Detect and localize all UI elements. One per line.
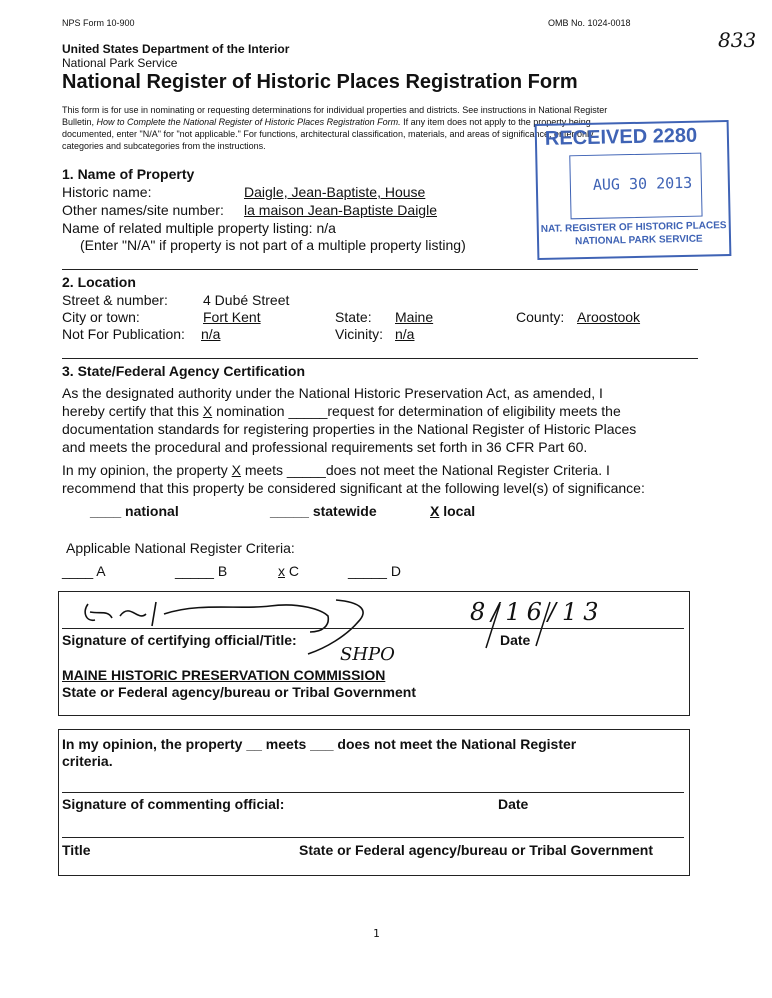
related-listing-label: Name of related multiple property listing: bbox=[62, 220, 313, 236]
stamp-received: RECEIVED 2280 bbox=[544, 124, 698, 150]
criteria-a: ____ A bbox=[62, 563, 106, 579]
section-3-heading: 3. State/Federal Agency Certification bbox=[62, 363, 305, 379]
intro-line-3: documented, enter "N/A" for "not applicable." For functions, architectural classification, materials, and areas of significance, enter only bbox=[62, 129, 594, 139]
criteria-d: _____ D bbox=[348, 563, 401, 579]
criteria-label: Applicable National Register Criteria: bbox=[66, 540, 295, 556]
cert-p1-line-4: and meets the procedural and professional requirements set forth in 36 CFR Part 60. bbox=[62, 439, 588, 455]
intro-line-1: This form is for use in nominating or requesting determinations for individual properties and districts. See instructions in National Register bbox=[62, 105, 608, 115]
historic-name-label: Historic name: bbox=[62, 184, 152, 200]
meets-mark: X bbox=[231, 462, 241, 478]
stamp-line-2: NATIONAL PARK SERVICE bbox=[574, 233, 703, 248]
local-mark: X bbox=[430, 503, 440, 519]
level-statewide: _____ statewide bbox=[270, 503, 377, 519]
department: United States Department of the Interior bbox=[62, 42, 290, 56]
nfp-value: n/a bbox=[201, 326, 221, 342]
cert-p1-line-2: hereby certify that this X nomination _____request for determination of eligibility meets the bbox=[62, 403, 621, 419]
criteria-c-mark: x bbox=[278, 563, 285, 579]
historic-name-value: Daigle, Jean-Baptiste, House bbox=[244, 184, 426, 200]
city-label: City or town: bbox=[62, 309, 140, 325]
section-1-heading: 1. Name of Property bbox=[62, 166, 195, 182]
cert-p1-line-1: As the designated authority under the National Historic Preservation Act, as amended, I bbox=[62, 385, 603, 401]
criteria-c: x C bbox=[278, 563, 299, 579]
cert-sig-label: Signature of certifying official/Title: bbox=[62, 632, 297, 648]
cert-p2-line-2: recommend that this property be considered significant at the following level(s) of significance: bbox=[62, 480, 645, 496]
stamp-date-box bbox=[569, 153, 702, 220]
state-label: State: bbox=[335, 309, 372, 325]
agency-type: State or Federal agency/bureau or Tribal Government bbox=[62, 684, 416, 700]
vicinity-label: Vicinity: bbox=[335, 326, 383, 342]
form-title: National Register of Historic Places Registration Form bbox=[62, 71, 578, 93]
comment-date-label: Date bbox=[498, 796, 529, 812]
vicinity-value: n/a bbox=[395, 326, 415, 342]
county-value: Aroostook bbox=[577, 309, 641, 325]
intro-line-2: Bulletin, How to Complete the National Register of Historic Places Registration Form. If any item does not apply to the property being bbox=[62, 117, 591, 127]
comment-sig-line bbox=[62, 792, 684, 793]
page-number: 1 bbox=[373, 927, 380, 940]
handwritten-number: 833 bbox=[718, 28, 757, 52]
form-number: NPS Form 10-900 bbox=[62, 18, 135, 28]
criteria-b: _____ B bbox=[175, 563, 228, 579]
divider-1 bbox=[62, 269, 698, 270]
cert-p2-line-1: In my opinion, the property X meets _____does not meet the National Register Criteria. I bbox=[62, 462, 610, 478]
state-value: Maine bbox=[395, 309, 434, 325]
omb-number: OMB No. 1024-0018 bbox=[548, 18, 631, 28]
cert-date-label: Date bbox=[500, 632, 531, 648]
stamp-date: AUG 30 2013 bbox=[592, 173, 693, 194]
related-listing bbox=[62, 220, 336, 236]
cert-p1-line-3: documentation standards for registering properties in the National Register of Historic Places bbox=[62, 421, 637, 437]
related-listing-value: n/a bbox=[316, 220, 336, 236]
section-2-heading: 2. Location bbox=[62, 274, 136, 290]
other-names-value: la maison Jean-Baptiste Daigle bbox=[244, 202, 437, 218]
stamp-line-1: NAT. REGISTER OF HISTORIC PLACES bbox=[540, 220, 727, 235]
divider-2 bbox=[62, 358, 698, 359]
service: National Park Service bbox=[62, 56, 178, 70]
handwritten-date: 8/16/13 bbox=[470, 598, 605, 626]
nomination-mark: X bbox=[202, 403, 213, 419]
county-label: County: bbox=[516, 309, 565, 325]
comment-title-label: Title bbox=[62, 842, 91, 858]
level-local: X local bbox=[430, 503, 476, 519]
city-value: Fort Kent bbox=[203, 309, 261, 325]
other-names-label: Other names/site number: bbox=[62, 202, 224, 218]
nfp-label: Not For Publication: bbox=[62, 326, 185, 342]
comment-agency-label: State or Federal agency/bureau or Tribal Government bbox=[299, 842, 653, 858]
handwritten-title: SHPO bbox=[340, 644, 395, 665]
comment-opinion-line-1: In my opinion, the property __ meets ___ does not meet the National Register bbox=[62, 736, 577, 752]
comment-opinion-line-2: criteria. bbox=[62, 753, 113, 769]
street-label: Street & number: bbox=[62, 292, 168, 308]
level-national: ____ national bbox=[90, 503, 179, 519]
related-listing-note: (Enter "N/A" if property is not part of a multiple property listing) bbox=[80, 237, 466, 253]
street-value: 4 Dubé Street bbox=[203, 292, 290, 308]
received-stamp bbox=[535, 120, 732, 260]
cert-sig-line bbox=[62, 628, 684, 629]
comment-title-line bbox=[62, 837, 684, 838]
intro-line-4: categories and subcategories from the instructions. bbox=[62, 141, 266, 151]
agency-name: MAINE HISTORIC PRESERVATION COMMISSION bbox=[62, 667, 386, 683]
comment-sig-label: Signature of commenting official: bbox=[62, 796, 285, 812]
